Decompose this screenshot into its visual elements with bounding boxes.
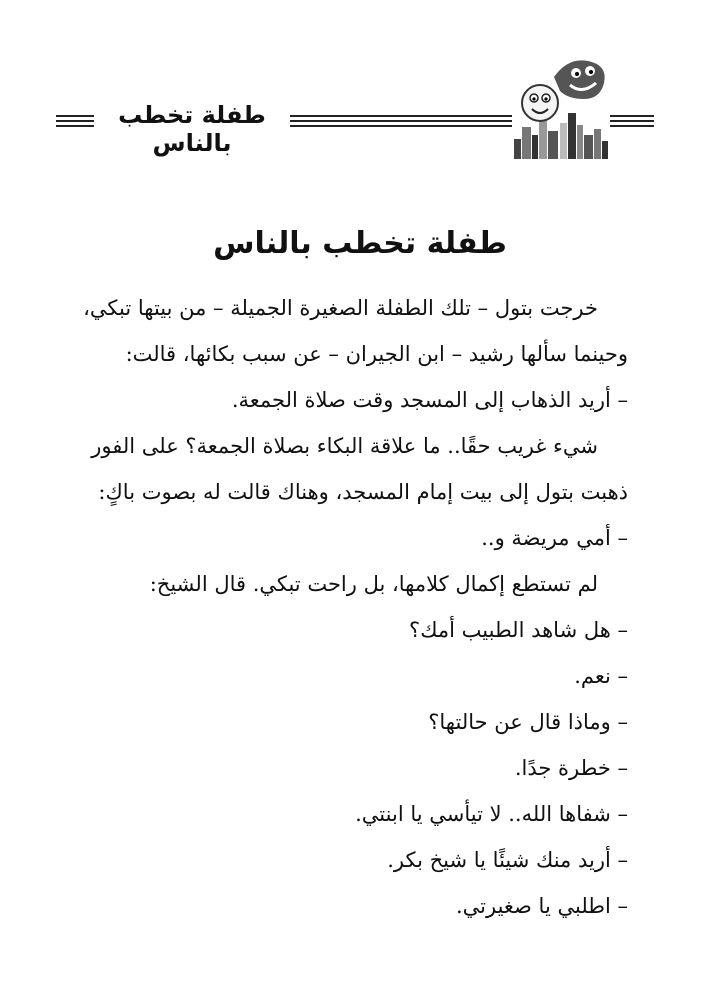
story-line: – أريد منك شيئًا يا شيخ بكر. xyxy=(387,848,628,872)
header-rule-right xyxy=(610,115,654,127)
story-line: – شفاها الله.. لا تيأسي يا ابنتي. xyxy=(355,802,628,826)
story-line: وحينما سألها رشيد – ابن الجيران – عن سبب بكائها، قالت: xyxy=(125,342,628,366)
story-line: – أريد الذهاب إلى المسجد وقت صلاة الجمعة. xyxy=(231,388,628,412)
story-line: شيء غريب حقًا.. ما علاقة البكاء بصلاة الجمعة؟ على الفور xyxy=(91,434,598,458)
running-header-title: طفلة تخطب بالناس xyxy=(118,101,266,157)
story-line: ذهبت بتول إلى بيت إمام المسجد، وهناك قالت له بصوت باكٍ: xyxy=(98,480,628,504)
story-body xyxy=(60,285,628,929)
header-rule-middle xyxy=(290,115,512,127)
cartoon-face-over-city-icon xyxy=(510,55,610,161)
story-line: – وماذا قال عن حالتها؟ xyxy=(428,710,628,734)
story-title: طفلة تخطب بالناس xyxy=(213,226,507,261)
story-line: – أمي مريضة و.. xyxy=(481,526,628,550)
story-line: – نعم. xyxy=(574,664,628,688)
story-line: – هل شاهد الطبيب أمك؟ xyxy=(409,618,628,642)
story-line: – خطرة جدًا. xyxy=(514,756,628,780)
header-rule-left xyxy=(56,115,94,127)
story-line: – اطلبي يا صغيرتي. xyxy=(455,894,628,918)
story-line: لم تستطع إكمال كلامها، بل راحت تبكي. قال الشيخ: xyxy=(149,572,598,596)
page-header xyxy=(0,55,720,175)
story-line: خرجت بتول – تلك الطفلة الصغيرة الجميلة – من بيتها تبكي، xyxy=(83,296,598,320)
